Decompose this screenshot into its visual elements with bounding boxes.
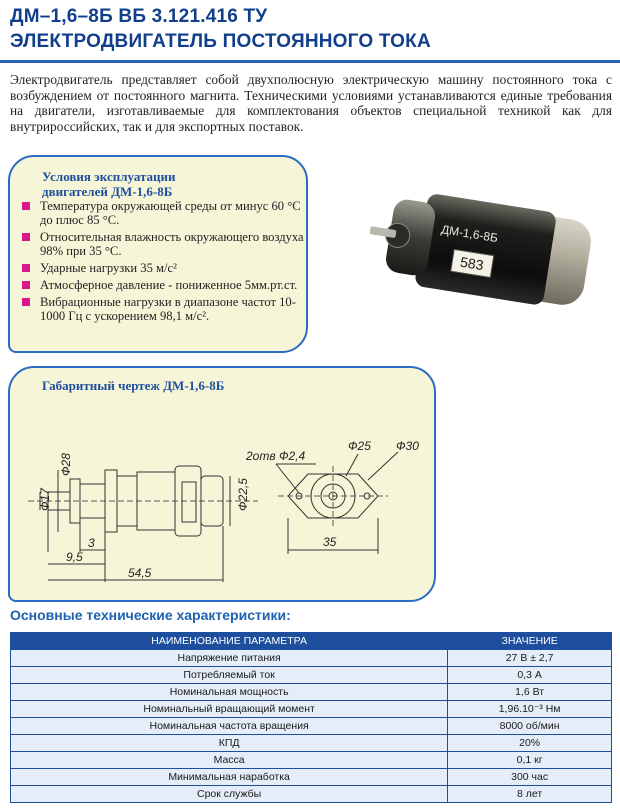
operating-conditions-box bbox=[8, 155, 308, 353]
dim-holes-label: 2отв Ф2,4 bbox=[246, 449, 306, 463]
column-header-name: НАИМЕНОВАНИЕ ПАРАМЕТРА bbox=[11, 633, 448, 650]
dim-d22-5-label: Ф22,5 bbox=[236, 478, 250, 511]
motor-tag-number: 583 bbox=[459, 253, 485, 274]
dim-w35-label: 35 bbox=[323, 535, 337, 549]
page-title: ДМ–1,6–8Б ВБ 3.121.416 ТУ bbox=[10, 6, 268, 27]
dim-d17-label: Ф17 bbox=[38, 488, 52, 511]
condition-item bbox=[22, 261, 308, 275]
condition-item bbox=[22, 199, 308, 227]
param-name: Номинальный вращающий момент bbox=[11, 701, 448, 718]
motor-label: ДМ-1,6-8Б bbox=[440, 222, 499, 246]
drawing-title: Габаритный чертеж ДМ-1,6-8Б bbox=[42, 378, 225, 393]
conditions-title-line1: Условия эксплуатации bbox=[42, 169, 176, 184]
param-name: Масса bbox=[11, 752, 448, 769]
table-row bbox=[11, 769, 612, 786]
title-block bbox=[10, 4, 610, 54]
dim-d30-label: Ф30 bbox=[396, 439, 419, 453]
param-name: Напряжение питания bbox=[11, 650, 448, 667]
bullet-square-icon bbox=[22, 233, 30, 241]
table-row bbox=[11, 786, 612, 803]
specs-table bbox=[10, 632, 612, 803]
title-divider bbox=[0, 60, 620, 63]
intro-paragraph: Электродвигатель представляет собой двухполюсную электрическую машину постоянного тока с возбуждением от постоянного магнита. Техническими условиями устанавливаются единые требования на двигатели, изготавливаемые для комплектования объектов специальной техникой как для внутрироссийских, так и для экспортных поставок. bbox=[10, 72, 612, 134]
param-value: 1,6 Вт bbox=[448, 684, 612, 701]
condition-text: Температура окружающей среды от минус 60 °С до плюс 85 °С. bbox=[40, 199, 301, 227]
bullet-square-icon bbox=[22, 202, 30, 210]
conditions-list bbox=[22, 199, 308, 326]
param-name: КПД bbox=[11, 735, 448, 752]
param-value: 8000 об/мин bbox=[448, 718, 612, 735]
param-name: Минимальная наработка bbox=[11, 769, 448, 786]
param-value: 0,3 А bbox=[448, 667, 612, 684]
dimension-drawing bbox=[18, 404, 428, 594]
param-value: 8 лет bbox=[448, 786, 612, 803]
condition-item bbox=[22, 230, 308, 258]
column-header-value: ЗНАЧЕНИЕ bbox=[448, 633, 612, 650]
condition-item bbox=[22, 278, 308, 292]
specs-heading: Основные технические характеристики: bbox=[10, 607, 291, 623]
dimension-drawing-box bbox=[8, 366, 436, 602]
page-subtitle: ЭЛЕКТРОДВИГАТЕЛЬ ПОСТОЯННОГО ТОКА bbox=[10, 31, 431, 52]
table-header-row bbox=[11, 633, 612, 650]
param-value: 300 час bbox=[448, 769, 612, 786]
bullet-square-icon bbox=[22, 264, 30, 272]
dim-l9-5-label: 9,5 bbox=[66, 550, 83, 564]
table-row bbox=[11, 735, 612, 752]
table-row bbox=[11, 701, 612, 718]
bullet-square-icon bbox=[22, 281, 30, 289]
condition-text: Относительная влажность окружающего воздуха 98% при 35 °С. bbox=[40, 230, 304, 258]
conditions-title-line2: двигателей ДМ-1,6-8Б bbox=[42, 184, 173, 199]
bullet-square-icon bbox=[22, 298, 30, 306]
table-row bbox=[11, 718, 612, 735]
param-value: 1,96.10⁻³ Нм bbox=[448, 701, 612, 718]
dim-d25-label: Ф25 bbox=[348, 439, 371, 453]
param-name: Номинальная частота вращения bbox=[11, 718, 448, 735]
condition-text: Атмосферное давление - пониженное 5мм.рт.ст. bbox=[40, 278, 298, 292]
table-row bbox=[11, 752, 612, 769]
condition-text: Ударные нагрузки 35 м/с² bbox=[40, 261, 177, 275]
dim-l54-5-label: 54,5 bbox=[128, 566, 152, 580]
conditions-title bbox=[42, 169, 176, 199]
condition-item bbox=[22, 295, 308, 323]
param-name: Номинальная мощность bbox=[11, 684, 448, 701]
param-value: 0,1 кг bbox=[448, 752, 612, 769]
table-row bbox=[11, 684, 612, 701]
condition-text: Вибрационные нагрузки в диапазоне частот 10-1000 Гц с ускорением 98,1 м/с². bbox=[40, 295, 296, 323]
table-row bbox=[11, 667, 612, 684]
param-value: 20% bbox=[448, 735, 612, 752]
dim-d28-label: Ф28 bbox=[59, 453, 73, 476]
param-name: Срок службы bbox=[11, 786, 448, 803]
param-name: Потребляемый ток bbox=[11, 667, 448, 684]
dim-l3-label: 3 bbox=[88, 536, 95, 550]
motor-photo bbox=[358, 178, 608, 328]
param-value: 27 В ± 2,7 bbox=[448, 650, 612, 667]
table-row bbox=[11, 650, 612, 667]
